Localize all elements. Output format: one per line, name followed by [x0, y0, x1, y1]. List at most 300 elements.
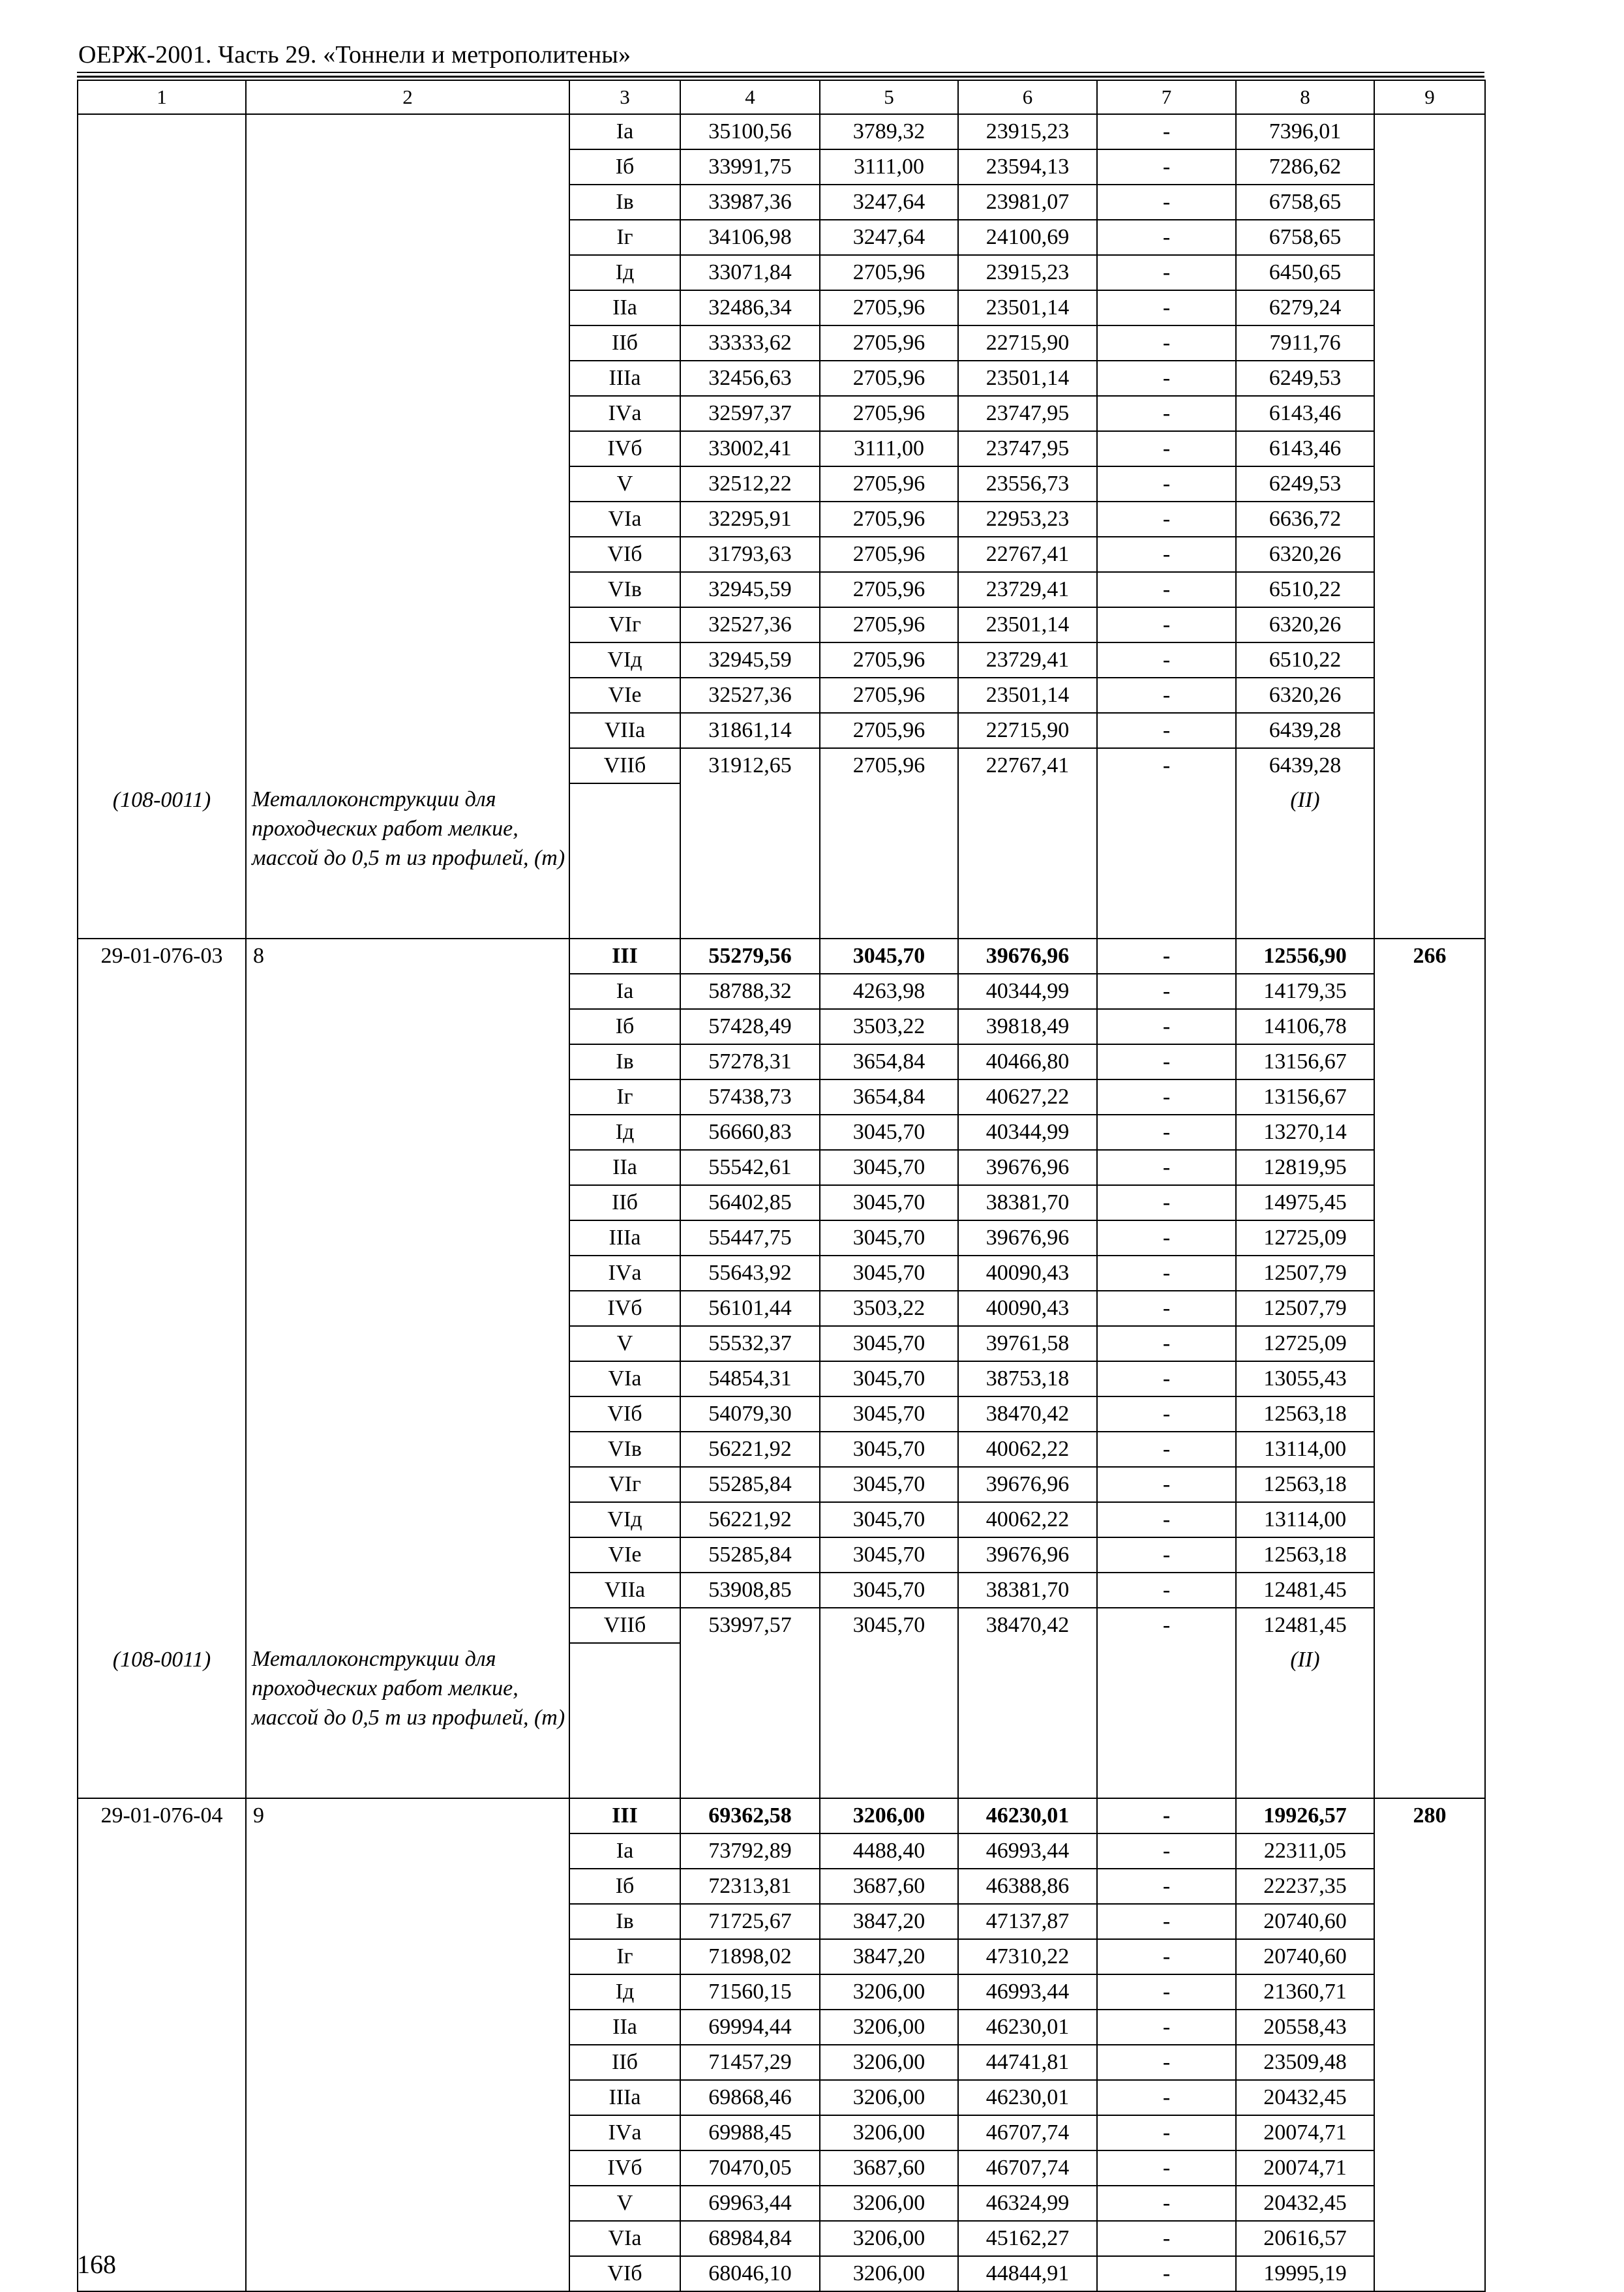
value-cell: - [1097, 713, 1236, 748]
value-cell: 6143,46 [1236, 396, 1374, 431]
total-cell [1374, 1396, 1485, 1432]
value-cell: 40344,99 [958, 974, 1097, 1009]
rate-code-cell [78, 1185, 246, 1220]
value-cell: 3206,00 [820, 2010, 958, 2045]
total-cell [1374, 2080, 1485, 2115]
value-cell: 56221,92 [680, 1432, 820, 1467]
rate-number-cell [246, 1079, 569, 1115]
value-cell: 46707,74 [958, 2115, 1097, 2150]
value-cell: VIа [569, 1361, 680, 1396]
total-cell [1374, 1467, 1485, 1502]
total-cell [1374, 1079, 1485, 1115]
value-cell: 56221,92 [680, 1502, 820, 1537]
value-cell: 40090,43 [958, 1256, 1097, 1291]
value-cell: 12819,95 [1236, 1150, 1374, 1185]
value-cell: - [1097, 1079, 1236, 1115]
value-cell: 12507,79 [1236, 1256, 1374, 1291]
table-row [78, 974, 1485, 1009]
rate-code-cell [78, 2150, 246, 2186]
total-cell [1374, 466, 1485, 502]
value-cell: VIIа [569, 1573, 680, 1608]
value-cell: 32456,63 [680, 361, 820, 396]
value-cell: 33991,75 [680, 149, 820, 185]
rate-code-cell [78, 255, 246, 290]
value-cell: 3045,70 [820, 1185, 958, 1220]
value-cell: 3847,20 [820, 1939, 958, 1974]
value-cell: - [1097, 2080, 1236, 2115]
value-cell: - [1097, 2115, 1236, 2150]
value-cell: 40062,22 [958, 1502, 1097, 1537]
table-row [78, 1185, 1485, 1220]
rate-code-cell [78, 1150, 246, 1185]
value-cell: 70470,05 [680, 2150, 820, 2186]
material-code-cell: (108-0011) [78, 1643, 246, 1798]
value-cell: - [1097, 1150, 1236, 1185]
total-cell [1374, 2150, 1485, 2186]
rate-number-cell [246, 1502, 569, 1537]
value-cell: 71457,29 [680, 2045, 820, 2080]
table-row [78, 431, 1485, 466]
value-cell: 23501,14 [958, 361, 1097, 396]
value-cell: 2705,96 [820, 325, 958, 361]
rate-code-cell [78, 1467, 246, 1502]
rate-code-cell [78, 1573, 246, 1608]
table-row [78, 642, 1485, 678]
value-cell: - [1097, 748, 1236, 783]
value-cell: Iв [569, 185, 680, 220]
value-cell: 3206,00 [820, 2080, 958, 2115]
table-row [78, 1869, 1485, 1904]
value-cell: - [1097, 255, 1236, 290]
rate-number-cell [246, 466, 569, 502]
value-cell: 3045,70 [820, 1608, 958, 1643]
value-cell: - [1097, 1833, 1236, 1869]
total-cell [1374, 431, 1485, 466]
rate-code-cell [78, 1537, 246, 1573]
value-cell: - [1097, 1537, 1236, 1573]
value-cell: 3045,70 [820, 1150, 958, 1185]
rate-code-cell [78, 713, 246, 748]
value-cell: 33333,62 [680, 325, 820, 361]
value-cell: 69868,46 [680, 2080, 820, 2115]
value-cell: 3503,22 [820, 1009, 958, 1044]
value-cell: - [1097, 1869, 1236, 1904]
table-row [78, 1044, 1485, 1079]
value-cell: 55285,84 [680, 1467, 820, 1502]
rate-number-cell [246, 1150, 569, 1185]
value-cell: 54854,31 [680, 1361, 820, 1396]
value-cell: - [1097, 1044, 1236, 1079]
value-cell: 33987,36 [680, 185, 820, 220]
rate-number-cell [246, 642, 569, 678]
total-cell [1374, 1502, 1485, 1537]
value-cell: IIб [569, 2045, 680, 2080]
value-cell: 71898,02 [680, 1939, 820, 1974]
col-num-4: 4 [680, 80, 820, 114]
value-cell: 22767,41 [958, 748, 1097, 783]
rate-code-cell [78, 1256, 246, 1291]
rate-code-cell [78, 607, 246, 642]
table-row [78, 255, 1485, 290]
value-cell: 4263,98 [820, 974, 958, 1009]
value-cell: 3045,70 [820, 1573, 958, 1608]
rate-number-cell [246, 537, 569, 572]
rate-code-cell [78, 2115, 246, 2150]
value-cell: 46993,44 [958, 1974, 1097, 2010]
value-cell: 6758,65 [1236, 220, 1374, 255]
value-cell: VIв [569, 572, 680, 607]
rate-code-cell [78, 1502, 246, 1537]
total-cell [1374, 1869, 1485, 1904]
table-row [78, 607, 1485, 642]
value-cell: IIа [569, 290, 680, 325]
rate-code-cell [78, 1326, 246, 1361]
table-row [78, 1220, 1485, 1256]
value-cell: - [1097, 1115, 1236, 1150]
rate-code-cell [78, 1939, 246, 1974]
value-cell: - [1097, 1009, 1236, 1044]
value-cell: - [1097, 2045, 1236, 2080]
value-cell: 13156,67 [1236, 1044, 1374, 1079]
value-cell: 46230,01 [958, 2080, 1097, 2115]
value-cell: 3045,70 [820, 1326, 958, 1361]
value-cell: 57428,49 [680, 1009, 820, 1044]
rate-code-cell [78, 1044, 246, 1079]
value-cell: - [1097, 1573, 1236, 1608]
value-cell: IIIа [569, 361, 680, 396]
total-cell [1374, 1904, 1485, 1939]
table-row [78, 1326, 1485, 1361]
value-cell: - [1097, 1361, 1236, 1396]
table-row [78, 290, 1485, 325]
table-row-main [78, 939, 1485, 974]
table-row [78, 2115, 1485, 2150]
total-cell [1374, 1573, 1485, 1608]
value-cell: Iв [569, 1904, 680, 1939]
rate-number-cell [246, 1361, 569, 1396]
value-cell: 3111,00 [820, 149, 958, 185]
table-row [78, 572, 1485, 607]
value-cell: 23915,23 [958, 255, 1097, 290]
table-row [78, 2221, 1485, 2256]
value-cell: 3045,70 [820, 1115, 958, 1150]
value-cell: IVб [569, 1291, 680, 1326]
rate-number-cell: 9 [246, 1798, 569, 1833]
rate-number-cell [246, 149, 569, 185]
rate-code-cell [78, 1115, 246, 1150]
value-cell: 57278,31 [680, 1044, 820, 1079]
value-cell: 33071,84 [680, 255, 820, 290]
value-cell: 32945,59 [680, 642, 820, 678]
main-value-cell: III [569, 939, 680, 974]
table-row [78, 1150, 1485, 1185]
value-cell: Iа [569, 1833, 680, 1869]
rate-code-cell [78, 1079, 246, 1115]
table-row [78, 2045, 1485, 2080]
rate-number-cell [246, 1833, 569, 1869]
value-cell: - [1097, 2150, 1236, 2186]
empty-cell [820, 1643, 958, 1798]
rate-number-cell [246, 678, 569, 713]
value-cell: 3789,32 [820, 114, 958, 149]
value-cell: - [1097, 1185, 1236, 1220]
rate-number-cell [246, 607, 569, 642]
value-cell: 3654,84 [820, 1079, 958, 1115]
value-cell: Iг [569, 220, 680, 255]
value-cell: VIIа [569, 713, 680, 748]
value-cell: 33002,41 [680, 431, 820, 466]
value-cell: 38470,42 [958, 1396, 1097, 1432]
value-cell: 20558,43 [1236, 2010, 1374, 2045]
value-cell: 6510,22 [1236, 642, 1374, 678]
rate-number-cell: 8 [246, 939, 569, 974]
table-row [78, 1009, 1485, 1044]
value-cell: 23501,14 [958, 290, 1097, 325]
value-cell: Iб [569, 1009, 680, 1044]
empty-cell [820, 783, 958, 939]
value-cell: - [1097, 361, 1236, 396]
table-row [78, 396, 1485, 431]
value-cell: 6439,28 [1236, 713, 1374, 748]
rate-number-cell [246, 2186, 569, 2221]
table-row [78, 502, 1485, 537]
rate-number-cell [246, 2115, 569, 2150]
table-row [78, 1361, 1485, 1396]
value-cell: Iг [569, 1079, 680, 1115]
value-cell: Iб [569, 149, 680, 185]
value-cell: 39676,96 [958, 1537, 1097, 1573]
value-cell: 6320,26 [1236, 537, 1374, 572]
value-cell: 69988,45 [680, 2115, 820, 2150]
rate-number-cell [246, 2080, 569, 2115]
value-cell: 53997,57 [680, 1608, 820, 1643]
rate-code-cell [78, 537, 246, 572]
rate-code-cell [78, 396, 246, 431]
total-cell [1374, 1291, 1485, 1326]
rate-number-cell [246, 1869, 569, 1904]
value-cell: IIа [569, 2010, 680, 2045]
table-row [78, 678, 1485, 713]
value-cell: 6320,26 [1236, 607, 1374, 642]
value-cell: 23509,48 [1236, 2045, 1374, 2080]
value-cell: 32486,34 [680, 290, 820, 325]
table-row [78, 1396, 1485, 1432]
rate-code-cell [78, 290, 246, 325]
value-cell: 3847,20 [820, 1904, 958, 1939]
value-cell: V [569, 1326, 680, 1361]
rate-code-cell [78, 185, 246, 220]
value-cell: VIе [569, 678, 680, 713]
value-cell: 3687,60 [820, 1869, 958, 1904]
col-num-1: 1 [78, 80, 246, 114]
value-cell: 12725,09 [1236, 1326, 1374, 1361]
value-cell: 3045,70 [820, 1256, 958, 1291]
value-cell: - [1097, 220, 1236, 255]
rate-code-cell [78, 431, 246, 466]
rate-code-cell [78, 149, 246, 185]
table-row [78, 1939, 1485, 1974]
value-cell: 6758,65 [1236, 185, 1374, 220]
rate-code-cell: 29-01-076-04 [78, 1798, 246, 1833]
value-cell: 7396,01 [1236, 114, 1374, 149]
value-cell: 40627,22 [958, 1079, 1097, 1115]
table-row [78, 149, 1485, 185]
table-row [78, 2150, 1485, 2186]
value-cell: 32512,22 [680, 466, 820, 502]
empty-cell [680, 1643, 820, 1798]
material-code-cell: (108-0011) [78, 783, 246, 939]
value-cell: - [1097, 1939, 1236, 1974]
rate-number-cell [246, 2256, 569, 2291]
value-cell: 2705,96 [820, 713, 958, 748]
main-value-cell: - [1097, 1798, 1236, 1833]
value-cell: 3045,70 [820, 1361, 958, 1396]
main-value-cell: 19926,57 [1236, 1798, 1374, 1833]
total-cell [1374, 1537, 1485, 1573]
value-cell: 19995,19 [1236, 2256, 1374, 2291]
rate-number-cell [246, 502, 569, 537]
value-cell: 6143,46 [1236, 431, 1374, 466]
table-row [78, 1608, 1485, 1643]
value-cell: 2705,96 [820, 255, 958, 290]
rate-number-cell [246, 1432, 569, 1467]
rate-code-cell [78, 1974, 246, 2010]
value-cell: 46707,74 [958, 2150, 1097, 2186]
page-header: ОЕРЖ-2001. Часть 29. «Тоннели и метрополитены» [78, 41, 631, 68]
value-cell: Iд [569, 1974, 680, 2010]
value-cell: 23981,07 [958, 185, 1097, 220]
value-cell: - [1097, 678, 1236, 713]
value-cell: 47310,22 [958, 1939, 1097, 1974]
value-cell: 7286,62 [1236, 149, 1374, 185]
value-cell: IVб [569, 2150, 680, 2186]
rate-code-cell [78, 572, 246, 607]
value-cell: - [1097, 1291, 1236, 1326]
total-cell [1374, 361, 1485, 396]
main-value-cell: 69362,58 [680, 1798, 820, 1833]
rate-number-cell [246, 185, 569, 220]
rate-code-cell: 29-01-076-03 [78, 939, 246, 974]
value-cell: 12725,09 [1236, 1220, 1374, 1256]
total-cell [1374, 537, 1485, 572]
value-cell: 6636,72 [1236, 502, 1374, 537]
value-cell: 55447,75 [680, 1220, 820, 1256]
rate-number-cell [246, 2150, 569, 2186]
total-cell [1374, 2045, 1485, 2080]
value-cell: - [1097, 502, 1236, 537]
value-cell: 23747,95 [958, 396, 1097, 431]
value-cell: 14975,45 [1236, 1185, 1374, 1220]
value-cell: 6279,24 [1236, 290, 1374, 325]
rate-code-cell [78, 1608, 246, 1643]
value-cell: VIе [569, 1537, 680, 1573]
value-cell: 3654,84 [820, 1044, 958, 1079]
value-cell: 3206,00 [820, 2045, 958, 2080]
value-cell: 39676,96 [958, 1220, 1097, 1256]
total-cell [1374, 642, 1485, 678]
value-cell: 13114,00 [1236, 1502, 1374, 1537]
value-cell: Iв [569, 1044, 680, 1079]
value-cell: 2705,96 [820, 537, 958, 572]
value-cell: 3045,70 [820, 1467, 958, 1502]
header-rule-thick [77, 76, 1484, 78]
total-cell [1374, 255, 1485, 290]
value-cell: - [1097, 607, 1236, 642]
total-cell [1374, 1150, 1485, 1185]
value-cell: 46230,01 [958, 2010, 1097, 2045]
value-cell: - [1097, 149, 1236, 185]
total-cell [1374, 974, 1485, 1009]
total-cell [1374, 1361, 1485, 1396]
value-cell: 72313,81 [680, 1869, 820, 1904]
value-cell: Iд [569, 255, 680, 290]
total-cell [1374, 396, 1485, 431]
rate-number-cell [246, 1467, 569, 1502]
value-cell: 6439,28 [1236, 748, 1374, 783]
rate-number-cell [246, 114, 569, 149]
total-cell [1374, 1044, 1485, 1079]
value-cell: Iа [569, 114, 680, 149]
value-cell: 32295,91 [680, 502, 820, 537]
value-cell: 3247,64 [820, 220, 958, 255]
empty-cell [569, 783, 680, 939]
value-cell: - [1097, 290, 1236, 325]
rate-code-cell [78, 1432, 246, 1467]
value-cell: 68984,84 [680, 2221, 820, 2256]
rate-code-cell [78, 642, 246, 678]
value-cell: 3111,00 [820, 431, 958, 466]
col-num-7: 7 [1097, 80, 1236, 114]
value-cell: IIIа [569, 2080, 680, 2115]
value-cell: 3045,70 [820, 1220, 958, 1256]
value-cell: 3247,64 [820, 185, 958, 220]
value-cell: 14106,78 [1236, 1009, 1374, 1044]
value-cell: - [1097, 1974, 1236, 2010]
value-cell: Iб [569, 1869, 680, 1904]
value-cell: 14179,35 [1236, 974, 1374, 1009]
value-cell: - [1097, 974, 1236, 1009]
value-cell: - [1097, 537, 1236, 572]
rate-code-cell [78, 1361, 246, 1396]
material-class-cell: (II) [1236, 1643, 1374, 1798]
col-num-3: 3 [569, 80, 680, 114]
value-cell: 2705,96 [820, 748, 958, 783]
value-cell: - [1097, 431, 1236, 466]
total-cell [1374, 2256, 1485, 2291]
total-cell [1374, 713, 1485, 748]
material-description: Металлоконструкции для проходческих работ мелкие, массой до 0,5 т из профилей, (т) [252, 787, 565, 870]
rate-number-cell [246, 1009, 569, 1044]
value-cell: 34106,98 [680, 220, 820, 255]
table-row [78, 1291, 1485, 1326]
value-cell: 55532,37 [680, 1326, 820, 1361]
value-cell: VIб [569, 537, 680, 572]
table-row [78, 114, 1485, 149]
value-cell: 20740,60 [1236, 1904, 1374, 1939]
rate-code-cell [78, 466, 246, 502]
total-cell [1374, 149, 1485, 185]
value-cell: - [1097, 114, 1236, 149]
value-cell: 21360,71 [1236, 1974, 1374, 2010]
rate-code-cell [78, 1869, 246, 1904]
value-cell: 44844,91 [958, 2256, 1097, 2291]
value-cell: VIIб [569, 748, 680, 783]
rate-number-cell [246, 1904, 569, 1939]
rate-number-cell [246, 361, 569, 396]
value-cell: 6249,53 [1236, 466, 1374, 502]
value-cell: 32527,36 [680, 678, 820, 713]
value-cell: 23556,73 [958, 466, 1097, 502]
